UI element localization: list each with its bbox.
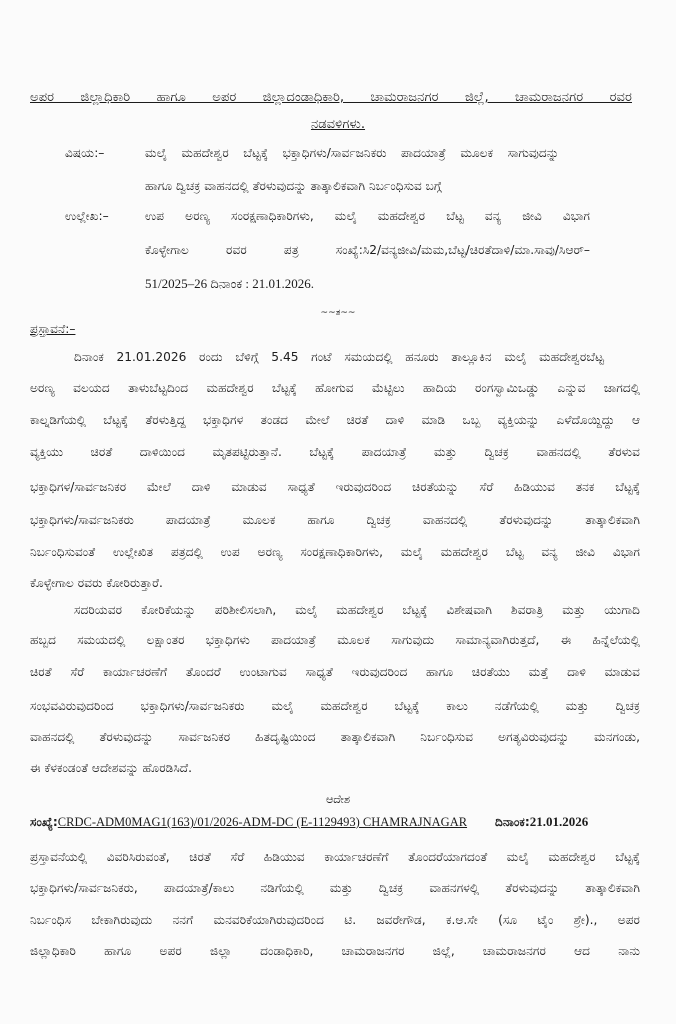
paragraph-line: ಸಂಭವವಿರುವುದರಿಂದ ಭಕ್ತಾಧಿಗಳು/ಸಾರ್ವಜನಿಕರು ಮಲೈ ಮಹದೇಶ್ವರ ಬೆಟ್ಟಕ್ಕೆ ಕಾಲು ನಡೆಗೆಯಲ್ಲಿ ಮತ್ತು ದ್ವಿಚಕ್ರ	[30, 699, 640, 713]
paragraph-line: ದಿನಾಂಕ 21.01.2026 ರಂದು ಬೆಳಿಗ್ಗೆ 5.45 ಗಂಟೆ ಸಮಯದಲ್ಲಿ ಹನೂರು ತಾಲ್ಲೂಕಿನ ಮಲೈ ಮಹದೇಶ್ವರಬೆಟ್ಟ	[74, 350, 604, 364]
document-title-line-1: ಅಪರ ಜಿಲ್ಲಾಧಿಕಾರಿ ಹಾಗೂ ಅಪರ ಜಿಲ್ಲಾದಂಡಾಧಿಕಾರಿ, ಚಾಮರಾಜನಗರ ಜಿಲ್ಲೆ, ಚಾಮರಾಜನಗರ ರವರ	[30, 90, 632, 105]
subject-line-2: ಹಾಗೂ ದ್ವಿಚಕ್ರ ವಾಹನದಲ್ಲಿ ತೆರಳುವುದನ್ನು ತಾತ್ಕಾಲಿಕವಾಗಿ ನಿರ್ಬಂಧಿಸುವ ಬಗ್ಗೆ	[145, 179, 442, 193]
paragraph-line: ಅರಣ್ಯ ವಲಯದ ತಾಳುಬೆಟ್ಟದಿಂದ ಮಹದೇಶ್ವರ ಬೆಟ್ಟಕ್ಕೆ ಹೋಗುವ ಮೆಟ್ಟಿಲು ಹಾದಿಯ ರಂಗಸ್ವಾಮಿಒಡ್ಡು ಎನ್ನುವ ಜಾಗದಲ್ಲಿ	[30, 381, 640, 395]
reference-line-2: ಕೊಳ್ಳೇಗಾಲ ರವರ ಪತ್ರ ಸಂಖ್ಯೆ:ಸಿ2/ವನ್ಯಜೀವಿ/ಮಮ,ಬೆಟ್ಟ/ಚಿರತೆದಾಳಿ/ಮಾ.ಸಾವು/ಸಿಆರ್–	[145, 243, 590, 257]
reference-line-1: ಉಪ ಅರಣ್ಯ ಸಂರಕ್ಷಣಾಧಿಕಾರಿಗಳು, ಮಲೈ ಮಹದೇಶ್ವರ ಬೆಟ್ಟ ವನ್ಯ ಜೀವಿ ವಿಭಾಗ	[145, 209, 590, 223]
reference-label: ಉಲ್ಲೇಖ:–	[65, 209, 109, 223]
paragraph-line: ಕೊಳ್ಳೇಗಾಲ ರವರು ಕೋರಿರುತ್ತಾರೆ.	[30, 576, 163, 590]
paragraph-line: ನಿರ್ಬಂಧಿಸುವಂತೆ ಉಲ್ಲೇಖಿತ ಪತ್ರದಲ್ಲಿ ಉಪ ಅರಣ್ಯ ಸಂರಕ್ಷಣಾಧಿಕಾರಿಗಳು, ಮಲೈ ಮಹದೇಶ್ವರ ಬೆಟ್ಟ ವನ್ಯ ಜೀವಿ ವಿಭಾಗ	[30, 545, 640, 559]
paragraph-line: ಭಕ್ತಾಧಿಗಳು/ಸಾರ್ವಜನಿಕರು, ಪಾದಯಾತ್ರೆ/ಕಾಲು ನಡಿಗೆಯಲ್ಲಿ ಮತ್ತು ದ್ವಿಚಕ್ರ ವಾಹನಗಳಲ್ಲಿ ತೆರಳುವುದನ್ನು ತಾತ್ಕಾಲಿಕವಾಗಿ	[30, 881, 640, 895]
order-reference-row	[30, 814, 467, 830]
reference-line-3: 51/2025–26 ದಿನಾಂಕ : 21.01.2026.	[145, 276, 315, 291]
section-separator: ~~ತ~~	[320, 308, 356, 318]
paragraph-line: ಸದರಿಯವರ ಕೋರಿಕೆಯನ್ನು ಪರಿಶೀಲಿಸಲಾಗಿ, ಮಲೈ ಮಹದೇಶ್ವರ ಬೆಟ್ಟಕ್ಕೆ ವಿಶೇಷವಾಗಿ ಶಿವರಾತ್ರಿ ಮತ್ತು ಯುಗಾದಿ	[74, 603, 640, 617]
paragraph-line: ವಾಹನದಲ್ಲಿ ತೆರಳುವುದನ್ನು ಸಾರ್ವಜನಿಕರ ಹಿತದೃಷ್ಟಿಯಿಂದ ತಾತ್ಕಾಲಿಕವಾಗಿ ನಿರ್ಬಂಧಿಸುವ ಅಗತ್ಯವಿರುವುದನ್ನು ಮನಗಂಡು,	[30, 730, 640, 744]
paragraph-line: ಪ್ರಸ್ತಾವನೆಯಲ್ಲಿ ವಿವರಿಸಿರುವಂತೆ, ಚಿರತೆ ಸೆರೆ ಹಿಡಿಯುವ ಕಾರ್ಯಾಚರಣೆಗೆ ತೊಂದರೆಯಾಗದಂತೆ ಮಲೈ ಮಹದೇಶ್ವರ ಬೆಟ್ಟಕ್ಕೆ	[30, 850, 640, 864]
document-title-line-2: ನಡವಳಿಗಳು.	[310, 117, 366, 132]
paragraph-line: ಜಿಲ್ಲಾಧಿಕಾರಿ ಹಾಗೂ ಅಪರ ಜಿಲ್ಲಾ ದಂಡಾಧಿಕಾರಿ, ಚಾಮರಾಜನಗರ ಜಿಲ್ಲೆ, ಚಾಮರಾಜನಗರ ಆದ ನಾನು	[30, 944, 640, 958]
subject-label: ವಿಷಯ:–	[65, 146, 105, 160]
paragraph-line: ವ್ಯಕ್ತಿಯು ಚಿರತೆ ದಾಳಿಯಿಂದ ಮೃತಪಟ್ಟಿರುತ್ತಾನೆ. ಬೆಟ್ಟಕ್ಕೆ ಪಾದಯಾತ್ರೆ ಮತ್ತು ದ್ವಿಚಕ್ರ ವಾಹನದಲ್ಲಿ ತೆರಳುವ	[30, 445, 640, 459]
paragraph-line: ಭಕ್ತಾಧಿಗಳು/ಸಾರ್ವಜನಿಕರು ಪಾದಯಾತ್ರೆ ಮೂಲಕ ಹಾಗೂ ದ್ವಿಚಕ್ರ ವಾಹನದಲ್ಲಿ ತೆರಳುವುದನ್ನು ತಾತ್ಕಾಲಿಕವಾಗಿ	[30, 513, 640, 527]
order-heading: ಆದೇಶ	[325, 793, 350, 806]
paragraph-line: ಈ ಕೆಳಕಂಡಂತೆ ಆದೇಶವನ್ನು ಹೊರಡಿಸಿದೆ.	[30, 761, 193, 775]
paragraph-line: ಕಾಲ್ನಡಿಗೆಯಲ್ಲಿ ಬೆಟ್ಟಕ್ಕೆ ತೆರಳುತ್ತಿದ್ದ ಭಕ್ತಾಧಿಗಳ ತಂಡದ ಮೇಲೆ ಚಿರತೆ ದಾಳಿ ಮಾಡಿ ಒಬ್ಬ ವ್ಯಕ್ತಿಯನ್ನು ಎಳೆದೊಯ್ದಿದ್ದು ಆ	[30, 413, 640, 427]
order-number: CRDC-ADM0MAG1(163)/01/2026-ADM-DC (E-1129493) CHAMRAJNAGAR	[57, 815, 468, 829]
order-number-label: ಸಂಖ್ಯೆ:	[30, 815, 58, 829]
order-date-label: ದಿನಾಂಕ:	[495, 815, 530, 829]
order-date: 21.01.2026	[529, 814, 589, 829]
paragraph-line: ನಿರ್ಬಂಧಿಸ ಬೇಕಾಗಿರುವುದು ನನಗೆ ಮನವರಿಕೆಯಾಗಿರುವುದರಿಂದ ಟಿ. ಜವರೇಗೌಡ, ಕ.ಆ.ಸೇ (ಸೂ ಟೈಂ ಶ್ರೇ)., ಅಪರ	[30, 913, 640, 927]
preamble-heading: ಪ್ರಸ್ತಾವನೆ:–	[30, 322, 76, 336]
paragraph-line: ಹಬ್ಬದ ಸಮಯದಲ್ಲಿ ಲಕ್ಷಾಂತರ ಭಕ್ತಾಧಿಗಳು ಪಾದಯಾತ್ರೆ ಮೂಲಕ ಸಾಗುವುದು ಸಾಮಾನ್ಯವಾಗಿರುತ್ತದೆ, ಈ ಹಿನ್ನೆಲೆಯಲ್ಲಿ	[30, 633, 640, 647]
subject-line-1: ಮಲೈ ಮಹದೇಶ್ವರ ಬೆಟ್ಟಕ್ಕೆ ಭಕ್ತಾಧಿಗಳು/ಸಾರ್ವಜನಿಕರು ಪಾದಯಾತ್ರೆ ಮೂಲಕ ಸಾಗುವುದನ್ನು	[145, 146, 559, 160]
order-date-row	[495, 814, 588, 830]
paragraph-line: ಚಿರತೆ ಸೆರೆ ಕಾರ್ಯಾಚರಣೆಗೆ ತೊಂದರೆ ಉಂಟಾಗುವ ಸಾಧ್ಯತೆ ಇರುವುದರಿಂದ ಹಾಗೂ ಚಿರತೆಯು ಮತ್ತೆ ದಾಳಿ ಮಾಡುವ	[30, 665, 640, 679]
paragraph-line: ಭಕ್ತಾಧಿಗಳ/ಸಾರ್ವಜನಿಕರ ಮೇಲೆ ದಾಳಿ ಮಾಡುವ ಸಾಧ್ಯತೆ ಇರುವುದರಿಂದ ಚಿರತೆಯನ್ನು ಸೆರೆ ಹಿಡಿಯುವ ತನಕ ಬೆಟ್ಟಕ್ಕೆ	[30, 480, 640, 494]
